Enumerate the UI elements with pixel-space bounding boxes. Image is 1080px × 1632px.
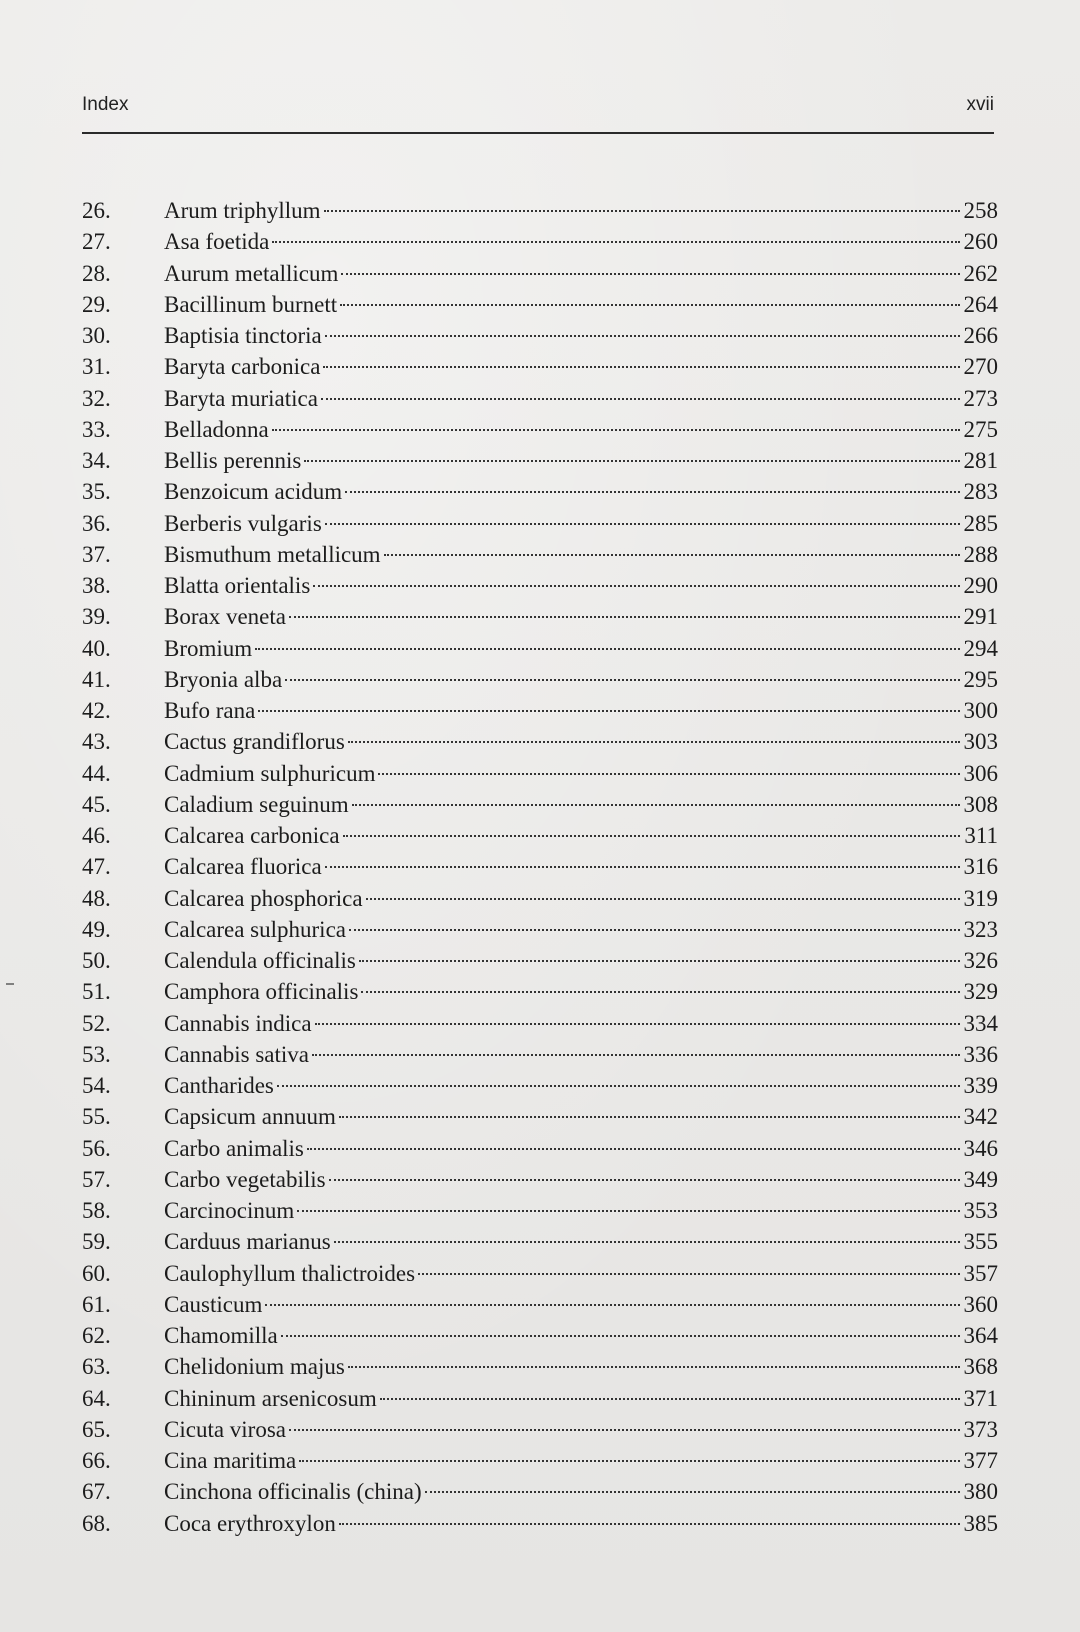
dot-leader (345, 468, 959, 499)
entry-remedy-name: Camphora officinalis (164, 979, 359, 1005)
entry-remedy-name: Borax veneta (164, 604, 286, 630)
index-entry (82, 812, 998, 848)
header-section-title: Index (82, 94, 129, 115)
entry-page-number: 377 (963, 1448, 998, 1473)
index-entry (82, 1187, 998, 1223)
dot-leader (289, 1406, 960, 1437)
index-entry (82, 937, 998, 973)
dot-leader (349, 906, 960, 937)
index-entry (82, 187, 998, 223)
index-entry (82, 1437, 998, 1473)
entry-number: 64. (82, 1385, 111, 1411)
entry-number: 35. (82, 479, 111, 505)
index-entry (82, 500, 998, 536)
entry-page-number: 368 (963, 1354, 998, 1380)
dot-leader (329, 1156, 960, 1187)
index-entry (82, 312, 998, 348)
entry-number: 62. (82, 1323, 111, 1348)
entry-page-number: 294 (963, 635, 998, 661)
entry-remedy-name: Bellis perennis (164, 448, 302, 473)
entry-remedy-name: Cadmium sulphuricum (164, 760, 376, 786)
index-entry (82, 375, 998, 411)
entry-page-number: 357 (963, 1260, 998, 1286)
index-entry (82, 1250, 998, 1286)
dot-leader (297, 1187, 959, 1218)
index-entry (82, 1281, 998, 1317)
dot-leader (325, 843, 960, 874)
entry-page-number: 308 (963, 791, 998, 817)
index-entry (82, 437, 998, 473)
dot-leader (340, 281, 959, 312)
index-entry (82, 218, 998, 255)
entry-number: 38. (82, 573, 111, 598)
entry-remedy-name: Blatta orientalis (164, 573, 311, 598)
entry-page-number: 355 (963, 1229, 998, 1255)
dot-leader (324, 187, 960, 218)
entry-number: 51. (82, 979, 111, 1005)
index-entry (82, 1500, 998, 1536)
entry-page-number: 290 (963, 573, 998, 598)
entry-remedy-name: Chamomilla (164, 1323, 278, 1348)
index-entry (82, 1218, 998, 1255)
dot-leader (425, 1468, 960, 1499)
entry-number: 30. (82, 323, 111, 348)
dot-leader (313, 562, 959, 593)
entry-number: 56. (82, 1135, 111, 1161)
entry-number: 61. (82, 1291, 111, 1317)
index-entry (82, 1125, 998, 1161)
entry-remedy-name: Carbo animalis (164, 1135, 304, 1161)
entry-page-number: 258 (963, 198, 998, 223)
entry-page-number: 281 (963, 448, 998, 473)
dot-leader (380, 1375, 960, 1406)
entry-remedy-name: Carduus marianus (164, 1229, 331, 1255)
entry-remedy-name: Baryta carbonica (164, 354, 321, 380)
entry-remedy-name: Cannabis sativa (164, 1041, 309, 1067)
index-entry (82, 843, 998, 880)
entry-remedy-name: Baryta muriatica (164, 385, 318, 411)
dot-leader (321, 375, 960, 406)
dot-leader (289, 593, 960, 624)
dot-leader (272, 406, 960, 437)
entry-number: 37. (82, 541, 111, 567)
entry-remedy-name: Cina maritima (164, 1448, 297, 1473)
dot-leader (325, 500, 960, 531)
dot-leader (255, 625, 959, 656)
index-entry (82, 406, 998, 442)
index-entry (82, 625, 998, 661)
entry-number: 48. (82, 885, 111, 911)
entry-remedy-name: Arum triphyllum (164, 198, 321, 223)
dot-leader (339, 1500, 960, 1531)
entry-number: 46. (82, 823, 111, 848)
entry-page-number: 264 (963, 291, 998, 317)
entry-page-number: 342 (963, 1104, 998, 1130)
index-entry (82, 906, 998, 942)
entry-remedy-name: Caladium seguinum (164, 791, 349, 817)
index-entry (82, 718, 998, 755)
dot-leader (312, 1031, 960, 1062)
entry-number: 55. (82, 1104, 111, 1130)
dot-leader (366, 875, 960, 906)
entry-page-number: 323 (963, 916, 998, 942)
index-entry (82, 781, 998, 817)
entry-number: 60. (82, 1260, 111, 1286)
entry-page-number: 326 (963, 948, 998, 973)
index-entry (82, 750, 998, 786)
index-entry (82, 687, 998, 723)
entry-remedy-name: Carcinocinum (164, 1198, 295, 1223)
dot-leader (361, 968, 959, 999)
entry-page-number: 373 (963, 1416, 998, 1442)
dot-leader (304, 437, 959, 468)
dot-leader (341, 250, 959, 281)
index-entry (82, 875, 998, 911)
entry-remedy-name: Berberis vulgaris (164, 510, 322, 536)
dot-leader (277, 1062, 960, 1093)
dot-leader (418, 1250, 959, 1281)
dot-leader (272, 218, 959, 249)
dot-leader (352, 781, 960, 812)
entry-page-number: 275 (963, 416, 998, 442)
entry-remedy-name: Calcarea carbonica (164, 823, 340, 848)
entry-page-number: 360 (963, 1291, 998, 1317)
index-entry (82, 1343, 998, 1380)
entry-page-number: 329 (963, 979, 998, 1005)
entry-remedy-name: Asa foetida (164, 229, 270, 255)
entry-remedy-name: Calcarea sulphurica (164, 916, 346, 942)
entry-remedy-name: Calcarea phosphorica (164, 885, 363, 911)
entry-number: 59. (82, 1229, 111, 1255)
dot-leader (315, 1000, 960, 1031)
entry-page-number: 283 (963, 479, 998, 505)
dot-leader (359, 937, 960, 968)
dot-leader (285, 656, 959, 687)
entry-remedy-name: Causticum (164, 1291, 263, 1317)
entry-page-number: 336 (963, 1041, 998, 1067)
entry-remedy-name: Capsicum annuum (164, 1104, 336, 1130)
entry-remedy-name: Belladonna (164, 416, 269, 442)
dot-leader (299, 1437, 959, 1468)
entry-page-number: 385 (963, 1510, 998, 1536)
entry-number: 53. (82, 1041, 111, 1067)
dot-leader (323, 343, 959, 374)
entry-number: 45. (82, 791, 111, 817)
index-list (82, 187, 998, 1536)
index-entry (82, 468, 998, 505)
entry-number: 54. (82, 1073, 111, 1098)
entry-remedy-name: Chelidonium majus (164, 1354, 345, 1380)
entry-number: 68. (82, 1510, 111, 1536)
entry-number: 39. (82, 604, 111, 630)
entry-page-number: 270 (963, 354, 998, 380)
entry-page-number: 288 (963, 541, 998, 567)
entry-remedy-name: Coca erythroxylon (164, 1510, 336, 1536)
entry-number: 43. (82, 729, 111, 755)
entry-number: 40. (82, 635, 111, 661)
entry-number: 36. (82, 510, 111, 536)
index-entry (82, 1156, 998, 1192)
dot-leader (348, 718, 960, 749)
dot-leader (348, 1343, 960, 1374)
entry-number: 42. (82, 698, 111, 723)
entry-number: 50. (82, 948, 111, 973)
header-page-number: xvii (966, 94, 994, 115)
entry-remedy-name: Calendula officinalis (164, 948, 356, 973)
dot-leader (378, 750, 959, 781)
entry-page-number: 319 (963, 885, 998, 911)
entry-remedy-name: Cannabis indica (164, 1010, 312, 1036)
entry-page-number: 295 (963, 666, 998, 692)
entry-number: 63. (82, 1354, 111, 1380)
entry-page-number: 306 (963, 760, 998, 786)
entry-remedy-name: Bryonia alba (164, 666, 283, 692)
entry-number: 31. (82, 354, 111, 380)
entry-page-number: 334 (963, 1010, 998, 1036)
entry-number: 32. (82, 385, 111, 411)
index-entry (82, 281, 998, 317)
index-entry (82, 1312, 998, 1348)
entry-remedy-name: Aurum metallicum (164, 260, 339, 286)
entry-page-number: 273 (963, 385, 998, 411)
index-entry (82, 1093, 998, 1130)
entry-number: 33. (82, 416, 111, 442)
entry-remedy-name: Bufo rana (164, 698, 256, 723)
entry-remedy-name: Caulophyllum thalictroides (164, 1260, 416, 1286)
entry-number: 58. (82, 1198, 111, 1223)
dot-leader (281, 1312, 960, 1343)
entry-page-number: 353 (963, 1198, 998, 1223)
index-entry (82, 531, 998, 567)
entry-remedy-name: Cinchona officinalis (china) (164, 1479, 422, 1505)
index-entry (82, 593, 998, 630)
index-entry (82, 968, 998, 1005)
dot-leader (325, 312, 960, 343)
entry-page-number: 316 (963, 854, 998, 880)
entry-number: 44. (82, 760, 111, 786)
entry-number: 27. (82, 229, 111, 255)
entry-remedy-name: Bromium (164, 635, 253, 661)
entry-remedy-name: Cicuta virosa (164, 1416, 286, 1442)
entry-page-number: 285 (963, 510, 998, 536)
dot-leader (265, 1281, 959, 1312)
dot-leader (307, 1125, 960, 1156)
dot-leader (258, 687, 959, 718)
print-speck (6, 983, 14, 985)
dot-leader (343, 812, 961, 843)
entry-page-number: 364 (963, 1323, 998, 1348)
index-entry (82, 343, 998, 380)
entry-page-number: 349 (963, 1166, 998, 1192)
entry-page-number: 346 (963, 1135, 998, 1161)
entry-number: 34. (82, 448, 111, 473)
entry-number: 52. (82, 1010, 111, 1036)
index-entry (82, 1468, 998, 1505)
entry-number: 67. (82, 1479, 111, 1505)
index-entry (82, 1031, 998, 1067)
entry-number: 47. (82, 854, 111, 880)
index-entry (82, 1062, 998, 1098)
index-entry (82, 562, 998, 598)
entry-remedy-name: Baptisia tinctoria (164, 323, 322, 348)
entry-page-number: 339 (963, 1073, 998, 1098)
dot-leader (334, 1218, 960, 1249)
index-entry (82, 1000, 998, 1036)
entry-number: 26. (82, 198, 111, 223)
entry-number: 57. (82, 1166, 111, 1192)
entry-remedy-name: Bismuthum metallicum (164, 541, 381, 567)
entry-page-number: 266 (963, 323, 998, 348)
entry-remedy-name: Benzoicum acidum (164, 479, 343, 505)
entry-remedy-name: Cantharides (164, 1073, 274, 1098)
entry-number: 66. (82, 1448, 111, 1473)
entry-page-number: 291 (963, 604, 998, 630)
dot-leader (384, 531, 960, 562)
running-header (82, 88, 994, 134)
index-entry (82, 656, 998, 692)
entry-number: 41. (82, 666, 111, 692)
entry-remedy-name: Cactus grandiflorus (164, 729, 345, 755)
dot-leader (339, 1093, 960, 1124)
index-entry (82, 1406, 998, 1442)
entry-remedy-name: Calcarea fluorica (164, 854, 322, 880)
entry-page-number: 303 (963, 729, 998, 755)
index-entry (82, 1375, 998, 1411)
entry-page-number: 300 (963, 698, 998, 723)
entry-page-number: 260 (963, 229, 998, 255)
entry-remedy-name: Chininum arsenicosum (164, 1385, 377, 1411)
entry-number: 49. (82, 916, 111, 942)
entry-page-number: 371 (963, 1385, 998, 1411)
entry-number: 65. (82, 1416, 111, 1442)
entry-page-number: 262 (963, 260, 998, 286)
entry-remedy-name: Carbo vegetabilis (164, 1166, 326, 1192)
entry-page-number: 311 (964, 823, 998, 848)
entry-page-number: 380 (963, 1479, 998, 1505)
entry-number: 28. (82, 260, 111, 286)
entry-remedy-name: Bacillinum burnett (164, 291, 338, 317)
entry-number: 29. (82, 291, 111, 317)
index-entry (82, 250, 998, 286)
